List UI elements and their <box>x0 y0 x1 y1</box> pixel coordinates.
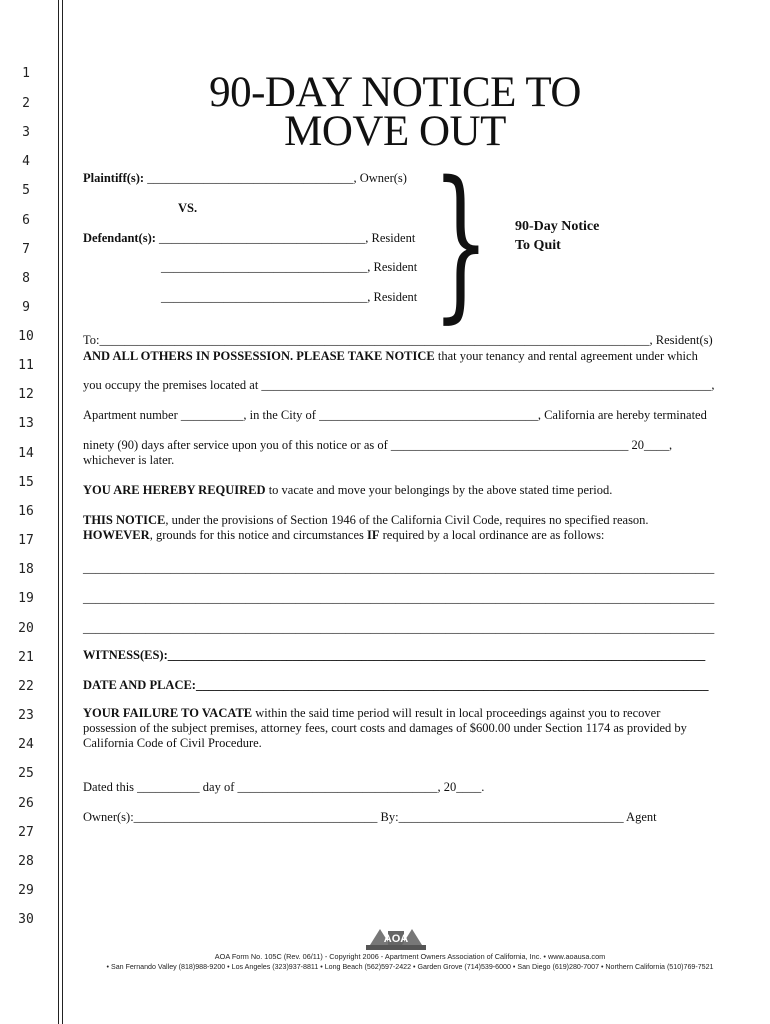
caption-brace: } <box>432 146 490 338</box>
line-number: 3 <box>22 125 30 140</box>
notice-type-line-1: 90-Day Notice <box>515 219 600 234</box>
defendant-row-2 <box>161 260 417 275</box>
required-text: to vacate and move your belongings by the above stated time period. <box>265 483 613 497</box>
notice-type-line-2: To Quit <box>515 238 561 253</box>
all-others-line <box>83 349 698 364</box>
line-number: 2 <box>22 96 30 111</box>
defendant-field-2[interactable]: _________________________________ <box>161 260 368 274</box>
plaintiff-label: Plaintiff(s): <box>83 171 145 185</box>
line-number: 30 <box>18 912 34 927</box>
line-number: 25 <box>18 766 34 781</box>
this-notice-bold: THIS NOTICE <box>83 513 166 527</box>
line-number: 21 <box>18 650 34 665</box>
resident-suffix: , Resident <box>365 231 416 245</box>
line-number: 1 <box>22 66 30 81</box>
line-number: 9 <box>22 300 30 315</box>
line-number: 27 <box>18 825 34 840</box>
line-number: 11 <box>18 358 34 373</box>
failure-line-2: possession of the subject premises, attorney fees, court costs and damages of $600.00 under Section 1174 as provided by <box>83 721 687 735</box>
line-number: 16 <box>18 504 34 519</box>
however-line <box>83 528 604 543</box>
plaintiff-field[interactable]: _________________________________ <box>147 171 354 185</box>
line-number: 19 <box>18 591 34 606</box>
all-others-text: that your tenancy and rental agreement under which <box>434 349 698 363</box>
defendant-row <box>83 231 415 246</box>
page-title-line-1: 90-DAY NOTICE TO <box>209 69 581 116</box>
line-number: 20 <box>18 621 34 636</box>
line-number: 13 <box>18 416 34 431</box>
line-number: 29 <box>18 883 34 898</box>
required-bold: YOU ARE HEREBY REQUIRED <box>83 483 266 497</box>
line-number: 8 <box>22 271 30 286</box>
page-title-line-2: MOVE OUT <box>284 108 506 155</box>
margin-line-left <box>58 0 59 1024</box>
failure-bold: YOUR FAILURE TO VACATE <box>83 706 253 720</box>
footer-line-2: • San Fernando Valley (818)988-9200 • Los Angeles (323)937-8811 • Long Beach (562)597-2422 • Garden Grove (714)539-6000 • San Diego (619)280-7007 • Northern California (510)769-7521 <box>106 963 714 971</box>
however-text-end: required by a local ordinance are as follows: <box>379 528 605 542</box>
defendant-field-3[interactable]: _________________________________ <box>161 290 368 304</box>
line-number: 7 <box>22 242 30 257</box>
line-number: 15 <box>18 475 34 490</box>
grounds-line-1[interactable]: _____________________________________________________________________________________________________ <box>83 561 715 575</box>
line-number: 12 <box>18 387 34 402</box>
line-number: 4 <box>22 154 30 169</box>
failure-text: within the said time period will result in local proceedings against you to recover <box>252 706 661 720</box>
owner-agent-line[interactable]: Owner(s):_______________________________________ By:____________________________________ Agent <box>83 810 657 824</box>
ninety-days-line[interactable]: ninety (90) days after service upon you of this notice or as of ______________________________________ 20____, <box>83 438 673 452</box>
line-number: 18 <box>18 562 34 577</box>
line-number: 22 <box>18 679 34 694</box>
all-others-bold: AND ALL OTHERS IN POSSESSION. PLEASE TAKE NOTICE <box>83 349 435 363</box>
defendant-field-1[interactable]: _________________________________ <box>159 231 366 245</box>
premises-line[interactable]: you occupy the premises located at ________________________________________________________________________, <box>83 378 715 392</box>
apartment-line[interactable]: Apartment number __________, in the City of ___________________________________, California are hereby terminated <box>83 408 707 422</box>
line-number: 17 <box>18 533 34 548</box>
dated-line[interactable]: Dated this __________ day of ________________________________, 20____. <box>83 780 485 794</box>
vs-label: VS. <box>178 201 198 215</box>
line-number: 26 <box>18 796 34 811</box>
grounds-line-3[interactable]: _____________________________________________________________________________________________________ <box>83 621 715 635</box>
whichever-line: whichever is later. <box>83 453 175 467</box>
resident-suffix: , Resident <box>367 290 418 304</box>
defendant-row-3 <box>161 290 417 305</box>
line-number: 24 <box>18 737 34 752</box>
required-line <box>83 483 612 498</box>
owner-suffix: , Owner(s) <box>353 171 407 185</box>
line-number: 10 <box>18 329 34 344</box>
line-number: 23 <box>18 708 34 723</box>
this-notice-text: , under the provisions of Section 1946 of the California Civil Code, requires no specified reason. <box>165 513 649 527</box>
line-number: 14 <box>18 446 34 461</box>
however-text: , grounds for this notice and circumstances <box>149 528 367 542</box>
plaintiff-row <box>83 171 407 186</box>
defendant-label: Defendant(s): <box>83 231 156 245</box>
however-bold: HOWEVER <box>83 528 150 542</box>
footer-line-1: AOA Form No. 105C (Rev. 06/11) - Copyright 2006 - Apartment Owners Association of California, Inc. • www.aoausa.com <box>214 952 606 961</box>
witness-line[interactable]: WITNESS(ES):______________________________________________________________________________________ <box>83 648 706 662</box>
failure-line-3: California Code of Civil Procedure. <box>83 736 262 750</box>
failure-line-1 <box>83 706 660 721</box>
aoa-logo <box>366 927 426 951</box>
this-notice-line <box>83 513 649 528</box>
line-number: 5 <box>22 183 30 198</box>
line-number: 28 <box>18 854 34 869</box>
date-place-line[interactable]: DATE AND PLACE:__________________________________________________________________________________ <box>83 678 709 692</box>
grounds-line-2[interactable]: _____________________________________________________________________________________________________ <box>83 591 715 605</box>
logo-text: AOA <box>383 933 409 945</box>
if-bold: IF <box>367 528 380 542</box>
to-line[interactable]: To:________________________________________________________________________________________, Resident(s) <box>83 333 713 347</box>
margin-line-right <box>62 0 63 1024</box>
resident-suffix: , Resident <box>367 260 418 274</box>
line-number: 6 <box>22 213 30 228</box>
